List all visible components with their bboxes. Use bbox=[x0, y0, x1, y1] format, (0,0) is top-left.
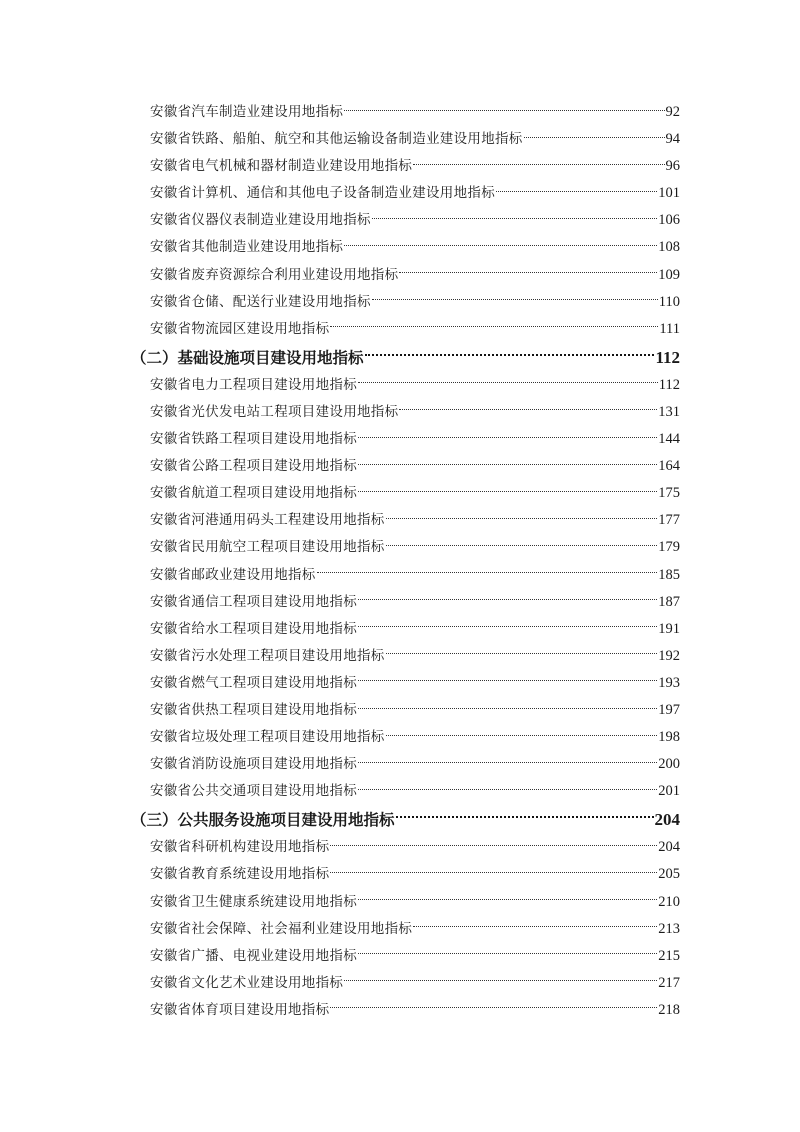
toc-entry-page: 110 bbox=[658, 293, 680, 310]
dot-leader bbox=[358, 463, 657, 465]
dot-leader bbox=[358, 625, 657, 627]
toc-entry-page: 177 bbox=[658, 512, 680, 529]
toc-entry-label: 安徽省电力工程项目建设用地指标 bbox=[150, 376, 357, 393]
toc-group-a bbox=[150, 99, 680, 343]
toc-entry-label: 安徽省计算机、通信和其他电子设备制造业建设用地指标 bbox=[150, 185, 495, 202]
dot-leader bbox=[330, 325, 658, 327]
dot-leader bbox=[358, 490, 657, 492]
toc-section-label: （三）公共服务设施项目建设用地指标 bbox=[131, 810, 395, 830]
dot-leader bbox=[386, 734, 658, 736]
toc-entry[interactable] bbox=[150, 180, 680, 207]
toc-entry[interactable] bbox=[150, 970, 680, 997]
toc-entry-page: 201 bbox=[658, 783, 680, 800]
toc-entry[interactable] bbox=[150, 480, 680, 507]
toc-entry[interactable] bbox=[150, 207, 680, 234]
dot-leader bbox=[399, 271, 657, 273]
toc-entry-label: 安徽省仓储、配送行业建设用地指标 bbox=[150, 293, 371, 310]
toc-entry[interactable] bbox=[150, 289, 680, 316]
dot-leader bbox=[330, 871, 657, 873]
toc-entry[interactable] bbox=[150, 889, 680, 916]
toc-entry[interactable] bbox=[150, 372, 680, 399]
toc-entry-page: 210 bbox=[658, 893, 680, 910]
toc-entry-label: 安徽省航道工程项目建设用地指标 bbox=[150, 485, 357, 502]
dot-leader bbox=[344, 244, 657, 246]
toc-entry-label: 安徽省民用航空工程项目建设用地指标 bbox=[150, 539, 385, 556]
dot-leader bbox=[399, 408, 657, 410]
toc-entry-page: 215 bbox=[658, 947, 680, 964]
toc-entry-label: 安徽省仪器仪表制造业建设用地指标 bbox=[150, 212, 371, 229]
toc-entry[interactable] bbox=[150, 562, 680, 589]
dot-leader bbox=[396, 815, 654, 818]
toc-entry-page: 108 bbox=[658, 239, 680, 256]
toc-entry-page: 200 bbox=[658, 756, 680, 773]
toc-entry[interactable] bbox=[150, 507, 680, 534]
toc-entry-label: 安徽省废弃资源综合利用业建设用地指标 bbox=[150, 266, 399, 283]
toc-entry-page: 192 bbox=[658, 647, 680, 664]
dot-leader bbox=[372, 298, 658, 300]
toc-entry-page: 144 bbox=[658, 431, 680, 448]
dot-leader bbox=[344, 979, 657, 981]
toc-entry-label: 安徽省科研机构建设用地指标 bbox=[150, 839, 330, 856]
toc-entry-page: 185 bbox=[658, 566, 680, 583]
dot-leader bbox=[524, 136, 665, 138]
toc-entry[interactable] bbox=[150, 916, 680, 943]
toc-entry-label: 安徽省燃气工程项目建设用地指标 bbox=[150, 674, 357, 691]
dot-leader bbox=[358, 761, 657, 763]
toc-entry-page: 198 bbox=[658, 729, 680, 746]
toc-entry-page: 101 bbox=[658, 185, 680, 202]
toc-entry[interactable] bbox=[150, 316, 680, 343]
toc-entry[interactable] bbox=[150, 262, 680, 289]
dot-leader bbox=[386, 544, 658, 546]
toc-entry-page: 106 bbox=[658, 212, 680, 229]
toc-entry-label: 安徽省供热工程项目建设用地指标 bbox=[150, 701, 357, 718]
toc-entry-label: 安徽省通信工程项目建设用地指标 bbox=[150, 593, 357, 610]
dot-leader bbox=[413, 163, 664, 165]
toc-entry-page: 213 bbox=[658, 920, 680, 937]
toc-entry[interactable] bbox=[150, 426, 680, 453]
toc-entry-label: 安徽省光伏发电站工程项目建设用地指标 bbox=[150, 403, 399, 420]
toc-entry-label: 安徽省卫生健康系统建设用地指标 bbox=[150, 893, 357, 910]
toc-entry-page: 205 bbox=[658, 866, 680, 883]
toc-entry[interactable] bbox=[150, 670, 680, 697]
toc-entry-page: 131 bbox=[658, 403, 680, 420]
dot-leader bbox=[365, 353, 655, 356]
toc-entry[interactable] bbox=[150, 778, 680, 805]
dot-leader bbox=[386, 652, 658, 654]
toc-entry[interactable] bbox=[150, 834, 680, 861]
toc-entry-label: 安徽省河港通用码头工程建设用地指标 bbox=[150, 512, 385, 529]
dot-leader bbox=[330, 844, 657, 846]
toc-entry-page: 164 bbox=[658, 458, 680, 475]
dot-leader bbox=[358, 788, 657, 790]
toc-entry-label: 安徽省垃圾处理工程项目建设用地指标 bbox=[150, 729, 385, 746]
toc-entry[interactable] bbox=[150, 643, 680, 670]
dot-leader bbox=[358, 707, 657, 709]
toc-entry-label: 安徽省消防设施项目建设用地指标 bbox=[150, 756, 357, 773]
toc-entry-page: 96 bbox=[665, 158, 680, 175]
toc-entry-page: 94 bbox=[665, 131, 680, 148]
toc-entry-label: 安徽省物流园区建设用地指标 bbox=[150, 320, 330, 337]
toc-entry[interactable] bbox=[150, 697, 680, 724]
toc-entry-label: 安徽省体育项目建设用地指标 bbox=[150, 1001, 330, 1018]
dot-leader bbox=[358, 679, 657, 681]
toc-entry-label: 安徽省公路工程项目建设用地指标 bbox=[150, 458, 357, 475]
toc-entry-label: 安徽省广播、电视业建设用地指标 bbox=[150, 947, 357, 964]
toc-entry-page: 193 bbox=[658, 674, 680, 691]
toc-entry-page: 187 bbox=[658, 593, 680, 610]
toc-entry-page: 218 bbox=[658, 1001, 680, 1018]
toc-entry-label: 安徽省电气机械和器材制造业建设用地指标 bbox=[150, 158, 413, 175]
toc-entry-page: 191 bbox=[658, 620, 680, 637]
toc-entry-label: 安徽省文化艺术业建设用地指标 bbox=[150, 974, 344, 991]
toc-entry-label: 安徽省邮政业建设用地指标 bbox=[150, 566, 316, 583]
dot-leader bbox=[317, 571, 658, 573]
toc-entry-page: 111 bbox=[659, 320, 680, 337]
toc-entry-page: 179 bbox=[658, 539, 680, 556]
dot-leader bbox=[496, 190, 657, 192]
toc-entry[interactable] bbox=[150, 99, 680, 126]
toc-entry[interactable] bbox=[150, 453, 680, 480]
toc-entry[interactable] bbox=[150, 399, 680, 426]
toc-section-label: （二）基础设施项目建设用地指标 bbox=[131, 347, 364, 367]
dot-leader bbox=[330, 1006, 657, 1008]
dot-leader bbox=[386, 517, 658, 519]
dot-leader bbox=[358, 381, 658, 383]
toc-entry-label: 安徽省公共交通项目建设用地指标 bbox=[150, 783, 357, 800]
toc-entry-page: 109 bbox=[658, 266, 680, 283]
toc-entry[interactable] bbox=[150, 589, 680, 616]
toc-group-c bbox=[150, 834, 680, 1024]
toc-entry[interactable] bbox=[150, 234, 680, 261]
toc-entry-page: 92 bbox=[665, 104, 680, 120]
toc-section-heading[interactable] bbox=[131, 805, 680, 834]
dot-leader bbox=[413, 925, 657, 927]
toc-entry[interactable] bbox=[150, 724, 680, 751]
toc-entry[interactable] bbox=[150, 861, 680, 888]
toc-entry-label: 安徽省污水处理工程项目建设用地指标 bbox=[150, 647, 385, 664]
toc-entry[interactable] bbox=[150, 153, 680, 180]
dot-leader bbox=[372, 217, 657, 219]
dot-leader bbox=[358, 952, 657, 954]
toc-entry-page: 217 bbox=[658, 974, 680, 991]
toc-entry-label: 安徽省铁路、船舶、航空和其他运输设备制造业建设用地指标 bbox=[150, 131, 523, 148]
toc-entry[interactable] bbox=[150, 943, 680, 970]
toc-section-page: 112 bbox=[655, 347, 680, 367]
table-of-contents bbox=[131, 99, 680, 1024]
toc-entry[interactable] bbox=[150, 616, 680, 643]
dot-leader bbox=[358, 436, 657, 438]
toc-entry-page: 112 bbox=[658, 376, 680, 393]
toc-entry-label: 安徽省社会保障、社会福利业建设用地指标 bbox=[150, 920, 413, 937]
toc-entry[interactable] bbox=[150, 997, 680, 1024]
toc-entry-label: 安徽省教育系统建设用地指标 bbox=[150, 866, 330, 883]
toc-entry-label: 安徽省铁路工程项目建设用地指标 bbox=[150, 431, 357, 448]
toc-entry-label: 安徽省给水工程项目建设用地指标 bbox=[150, 620, 357, 637]
toc-entry[interactable] bbox=[150, 534, 680, 561]
toc-entry-page: 175 bbox=[658, 485, 680, 502]
toc-entry-label: 安徽省汽车制造业建设用地指标 bbox=[150, 104, 344, 120]
toc-section-heading[interactable] bbox=[131, 343, 680, 372]
toc-group-b bbox=[150, 372, 680, 806]
toc-section-page: 204 bbox=[654, 810, 680, 830]
toc-entry[interactable] bbox=[150, 751, 680, 778]
toc-entry[interactable] bbox=[150, 126, 680, 153]
toc-entry-label: 安徽省其他制造业建设用地指标 bbox=[150, 239, 344, 256]
toc-entry-page: 204 bbox=[658, 839, 680, 856]
dot-leader bbox=[358, 898, 657, 900]
dot-leader bbox=[344, 109, 664, 111]
toc-entry-page: 197 bbox=[658, 701, 680, 718]
dot-leader bbox=[358, 598, 657, 600]
